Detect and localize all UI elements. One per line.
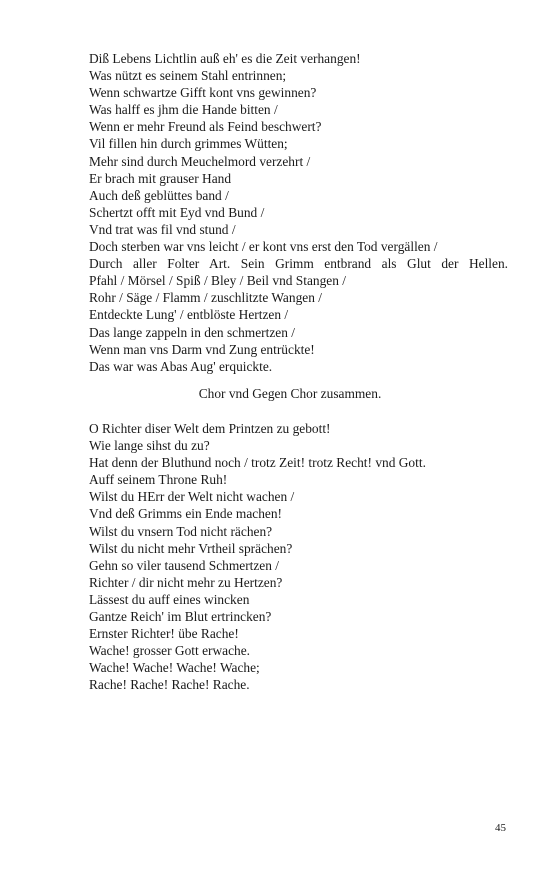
- verse-line: Lässest du auff eines wincken: [89, 591, 250, 607]
- verse-line: Vnd deß Grimms ein Ende machen!: [89, 506, 282, 522]
- verse-line: O Richter diser Welt dem Printzen zu gebott!: [89, 421, 331, 436]
- verse-line: Schertzt offt mit Eyd vnd Bund /: [89, 204, 265, 220]
- verse-line: Wie lange sihst du zu?: [89, 438, 210, 454]
- verse-line: Doch sterben war vns leicht / er kont vns erst den Tod vergällen /: [89, 239, 438, 255]
- verse-line: Er brach mit grauser Hand: [89, 170, 232, 186]
- verse-line: Was nützt es seinem Stahl entrinnen;: [89, 68, 287, 84]
- verse-line: Wilst du nicht mehr Vrtheil sprächen?: [89, 540, 293, 556]
- verse-line: Richter / dir nicht mehr zu Hertzen?: [89, 574, 283, 590]
- page-number: 45: [495, 822, 506, 834]
- verse-line: Vil fillen hin durch grimmes Wütten;: [89, 136, 288, 152]
- verse-line: Hat denn der Bluthund noch / trotz Zeit! trotz Recht! vnd Gott.: [89, 455, 426, 471]
- verse-line: Diß Lebens Lichtlin auß eh' es die Zeit verhangen!: [89, 51, 361, 66]
- verse-line: Mehr sind durch Meuchelmord verzehrt /: [89, 153, 311, 169]
- verse-line: Vnd trat was fil vnd stund /: [89, 221, 236, 237]
- verse-line: Wilst du HErr der Welt nicht wachen /: [89, 489, 295, 505]
- verse-line: Durch aller Folter Art. Sein Grimm entbrand als Glut der Hellen.: [89, 256, 508, 272]
- verse-line: Gehn so viler tausend Schmertzen /: [89, 557, 280, 573]
- verse-line: Das lange zappeln in den schmertzen /: [89, 324, 295, 340]
- verse-line: Entdeckte Lung' / entblöste Hertzen /: [89, 307, 289, 323]
- verse-line: Das war was Abas Aug' erquickte.: [89, 358, 273, 374]
- verse-line: Wenn man vns Darm vnd Zung entrückte!: [89, 341, 315, 357]
- verse-line: Wenn schwartze Gifft kont vns gewinnen?: [89, 85, 317, 101]
- verse-line: Auch deß geblüttes band /: [89, 187, 229, 203]
- verse-line: Rache! Rache! Rache! Rache.: [89, 677, 250, 693]
- chorus-heading: Chor vnd Gegen Chor zusammen.: [198, 386, 382, 401]
- verse-line: Wenn er mehr Freund als Feind beschwert?: [89, 119, 322, 135]
- verse-stanza-2: [89, 420, 519, 694]
- verse-line: Wache! grosser Gott erwache.: [89, 643, 251, 659]
- verse-line: Wache! Wache! Wache! Wache;: [89, 660, 260, 676]
- verse-line: Wilst du vnsern Tod nicht rächen?: [89, 523, 273, 539]
- verse-line: Auff seinem Throne Ruh!: [89, 472, 228, 488]
- verse-line: Was halff es jhm die Hande bitten /: [89, 102, 278, 118]
- verse-stanza-1: [89, 50, 519, 375]
- verse-line: Rohr / Säge / Flamm / zuschlitzte Wangen /: [89, 290, 322, 306]
- verse-line: Gantze Reich' im Blut ertrincken?: [89, 609, 272, 625]
- verse-line: Ernster Richter! übe Rache!: [89, 626, 239, 642]
- verse-line: Pfahl / Mörsel / Spiß / Bley / Beil vnd Stangen /: [89, 273, 347, 289]
